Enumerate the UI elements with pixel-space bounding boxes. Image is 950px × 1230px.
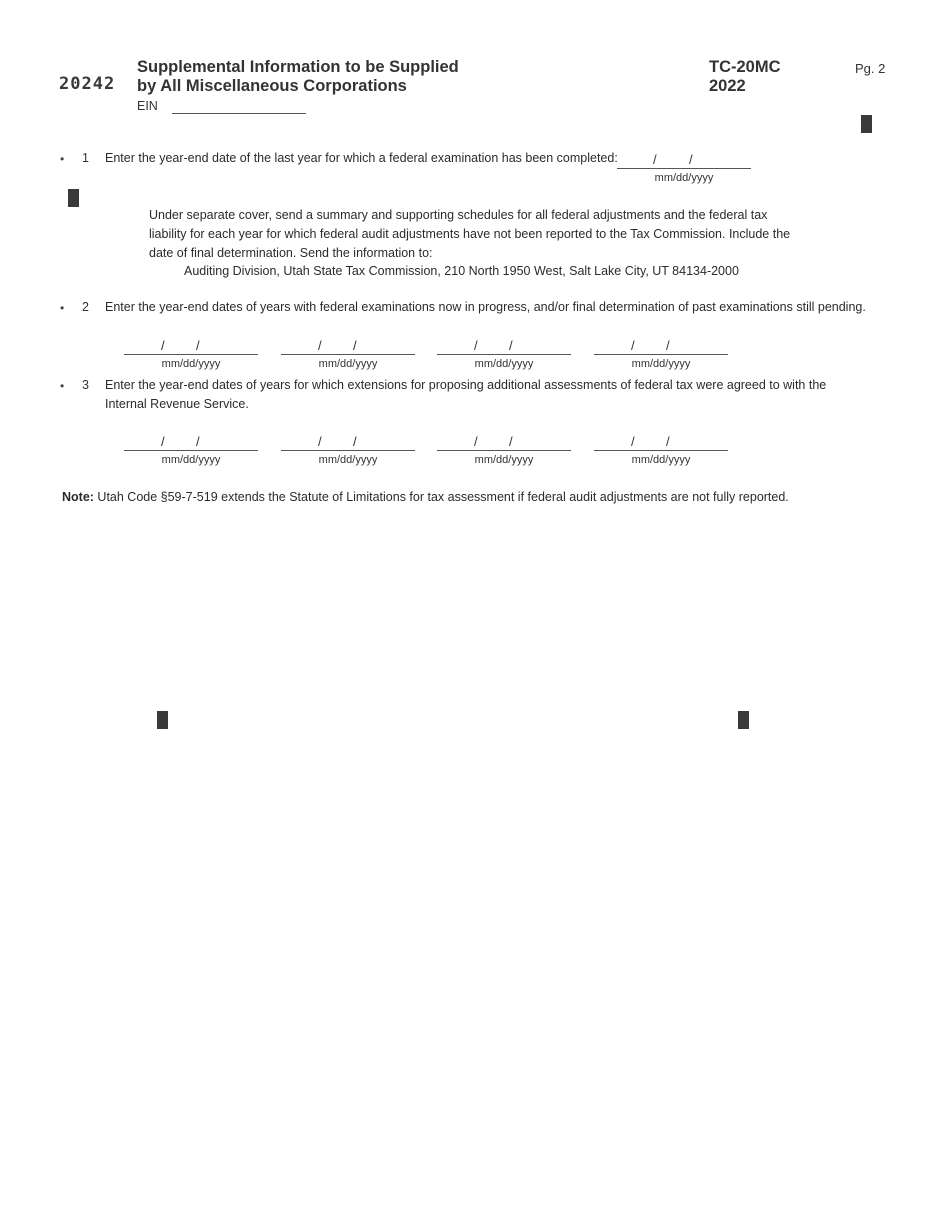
- q1-number: 1: [82, 151, 89, 165]
- q1-date-field[interactable]: [617, 152, 751, 186]
- note: [62, 488, 789, 507]
- note-text: Utah Code §59-7-519 extends the Statute of Limitations for tax assessment if federal audit adjustments are not fully reported.: [93, 490, 789, 504]
- date-format-caption: mm/dd/yyyy: [631, 454, 691, 466]
- ein-input[interactable]: [172, 113, 306, 114]
- form-code: 20242: [59, 74, 116, 94]
- date-slash: /: [196, 338, 200, 353]
- q1-text: Enter the year-end date of the last year for which a federal examination has been completed:: [105, 151, 618, 165]
- date-slash: /: [509, 434, 513, 449]
- q1-mailing-address: Auditing Division, Utah State Tax Commission, 210 North 1950 West, Salt Lake City, UT 84134-2000: [184, 264, 739, 278]
- q3-text-line1: Enter the year-end dates of years for which extensions for proposing additional assessments of federal tax were agreed to with the: [105, 378, 827, 392]
- page-number: Pg. 2: [855, 61, 886, 76]
- date-slash: /: [509, 338, 513, 353]
- date-slash: /: [196, 434, 200, 449]
- date-format-caption: mm/dd/yyyy: [474, 454, 534, 466]
- q1-instructions-line3: date of final determination. Send the information to:: [149, 246, 433, 260]
- date-slash: /: [666, 338, 670, 353]
- date-slash: /: [353, 434, 357, 449]
- q3-date-field-2[interactable]: [281, 434, 415, 468]
- date-slash: /: [318, 338, 322, 353]
- registration-mark-bottom-right: [738, 711, 749, 729]
- ein-label: EIN: [137, 99, 158, 113]
- form-id-block: [709, 58, 781, 96]
- date-format-caption: mm/dd/yyyy: [631, 358, 691, 370]
- q3-date-field-3[interactable]: [437, 434, 571, 468]
- q2-date-field-3[interactable]: [437, 338, 571, 372]
- date-slash: /: [653, 152, 657, 167]
- date-format-caption: mm/dd/yyyy: [474, 358, 534, 370]
- date-slash: /: [161, 338, 165, 353]
- date-format-caption: mm/dd/yyyy: [161, 358, 221, 370]
- date-format-caption: mm/dd/yyyy: [318, 358, 378, 370]
- q1-instructions-line1: Under separate cover, send a summary and supporting schedules for all federal adjustments and the federal tax: [149, 208, 768, 222]
- q2-text: Enter the year-end dates of years with federal examinations now in progress, and/or final determination of past examinations still pending.: [105, 300, 866, 314]
- form-id: TC-20MC: [709, 58, 781, 76]
- date-slash: /: [631, 434, 635, 449]
- q1-instructions: [149, 206, 790, 263]
- q1-instructions-line2: liability for each year for which federal audit adjustments have not been reported to the Tax Commission. Include the: [149, 227, 791, 241]
- date-slash: /: [318, 434, 322, 449]
- date-slash: /: [689, 152, 693, 167]
- date-slash: /: [161, 434, 165, 449]
- form-title: [137, 58, 459, 96]
- date-format-caption: mm/dd/yyyy: [654, 172, 714, 184]
- date-slash: /: [353, 338, 357, 353]
- date-slash: /: [474, 434, 478, 449]
- date-slash: /: [666, 434, 670, 449]
- q3-date-field-4[interactable]: [594, 434, 728, 468]
- date-format-caption: mm/dd/yyyy: [318, 454, 378, 466]
- form-year: 2022: [709, 77, 746, 95]
- q3-bullet: •: [60, 379, 65, 393]
- q2-number: 2: [82, 300, 89, 314]
- note-label: Note:: [62, 490, 94, 504]
- q3-number: 3: [82, 378, 89, 392]
- q1-bullet: •: [60, 152, 65, 166]
- registration-mark-bottom-left: [157, 711, 168, 729]
- registration-mark-left: [68, 189, 79, 207]
- q2-date-field-1[interactable]: [124, 338, 258, 372]
- date-format-caption: mm/dd/yyyy: [161, 454, 221, 466]
- form-title-line2: by All Miscellaneous Corporations: [137, 77, 407, 95]
- q3-text-line2: Internal Revenue Service.: [105, 397, 249, 411]
- date-slash: /: [631, 338, 635, 353]
- q3-date-field-1[interactable]: [124, 434, 258, 468]
- q3-text: [105, 376, 826, 414]
- form-title-line1: Supplemental Information to be Supplied: [137, 58, 459, 76]
- q2-bullet: •: [60, 301, 65, 315]
- q2-date-field-2[interactable]: [281, 338, 415, 372]
- q2-date-field-4[interactable]: [594, 338, 728, 372]
- date-slash: /: [474, 338, 478, 353]
- registration-mark-top-right: [861, 115, 872, 133]
